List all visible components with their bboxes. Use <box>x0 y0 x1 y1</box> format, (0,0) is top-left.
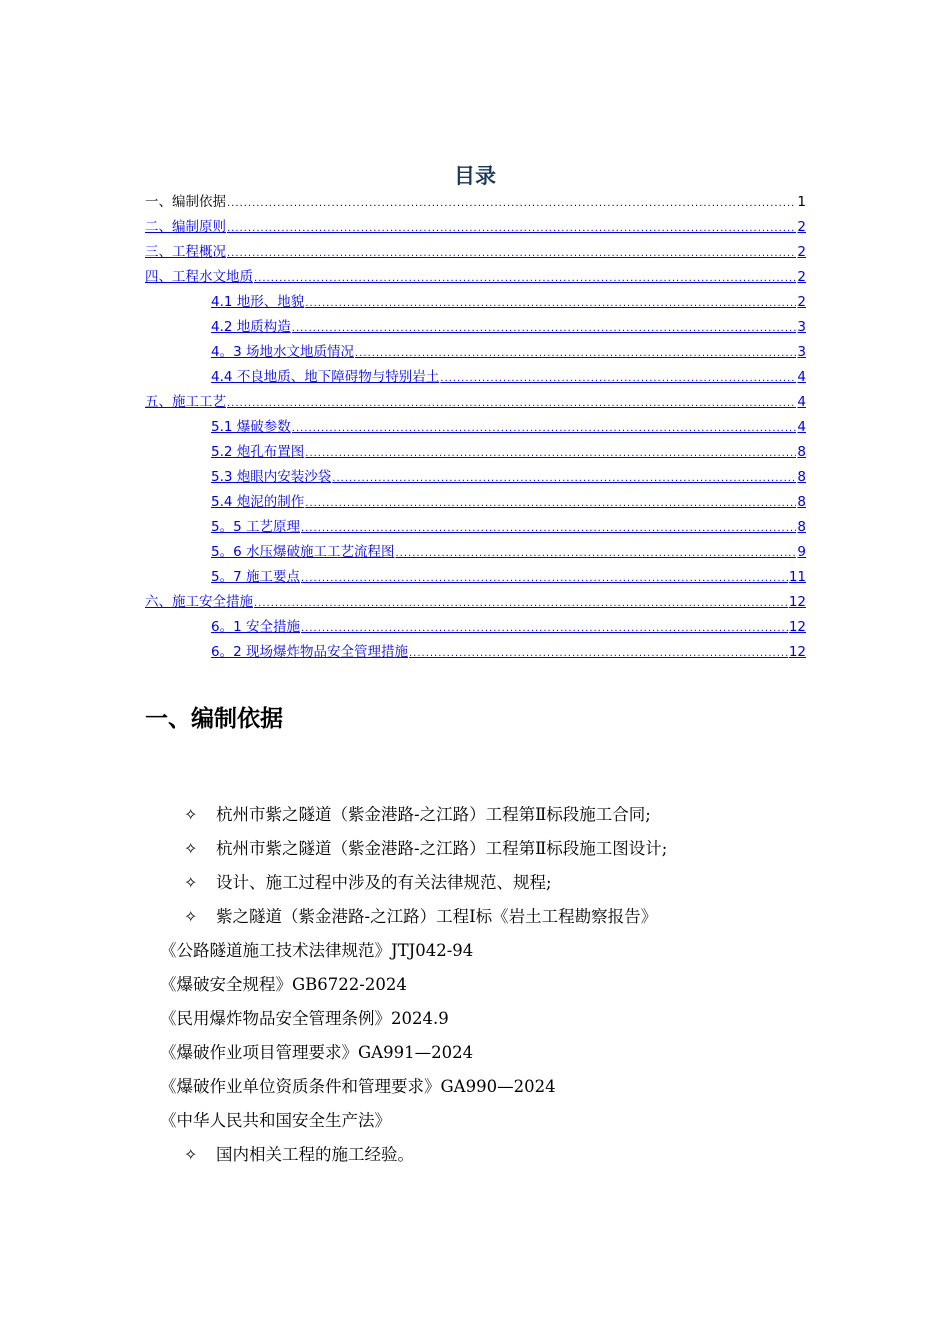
toc-leader-dots <box>395 541 796 566</box>
toc-entry-page: 11 <box>788 569 806 585</box>
toc-entry[interactable] <box>145 565 806 590</box>
toc-entry-page: 4 <box>797 419 806 435</box>
toc-leader-dots <box>355 341 796 366</box>
toc-entry-label: 五、施工工艺 <box>145 394 226 410</box>
toc-entry-page: 4 <box>797 394 806 410</box>
toc-entry[interactable] <box>145 365 806 390</box>
basis-list <box>160 798 860 1172</box>
basis-item <box>160 866 860 900</box>
basis-item-text: 《爆破安全规程》GB6722-2024 <box>160 975 407 994</box>
basis-item-text: 设计、施工过程中涉及的有关法律规范、规程; <box>216 873 552 892</box>
toc-entry[interactable] <box>145 515 806 540</box>
toc-leader-dots <box>227 216 796 241</box>
basis-item-text: 国内相关工程的施工经验。 <box>216 1145 414 1164</box>
toc-entry-page: 1 <box>797 194 806 210</box>
sparkle-bullet-icon: ✧ <box>184 805 198 824</box>
toc-entry[interactable] <box>145 615 806 640</box>
toc-entry[interactable] <box>145 415 806 440</box>
toc-entry-label: 5.1 爆破参数 <box>211 419 291 435</box>
toc-entry-page: 4 <box>797 369 806 385</box>
toc-entry-page: 8 <box>797 444 806 460</box>
toc-entry[interactable] <box>145 465 806 490</box>
toc-entry-label: 6。2 现场爆炸物品安全管理措施 <box>211 644 408 660</box>
toc-entry-label: 6。1 安全措施 <box>211 619 300 635</box>
toc-entry-label: 5.4 炮泥的制作 <box>211 494 305 510</box>
toc-entry[interactable] <box>145 390 806 415</box>
toc-leader-dots <box>301 516 796 541</box>
toc-entry[interactable] <box>145 315 806 340</box>
toc-entry-page: 3 <box>797 344 806 360</box>
toc-leader-dots <box>301 566 788 591</box>
toc-entry-label: 5。5 工艺原理 <box>211 519 300 535</box>
basis-item-text: 紫之隧道（紫金港路-之江路）工程Ⅰ标《岩土工程勘察报告》 <box>216 907 658 926</box>
toc-leader-dots <box>332 466 796 491</box>
table-of-contents <box>145 190 806 665</box>
toc-entry-label: 4.4 不良地质、地下障碍物与特别岩土 <box>211 369 440 385</box>
basis-item <box>160 968 860 1002</box>
basis-item-text: 《中华人民共和国安全生产法》 <box>160 1111 391 1130</box>
toc-entry[interactable] <box>145 215 806 240</box>
toc-leader-dots <box>305 491 796 516</box>
basis-item <box>160 934 860 968</box>
toc-entry[interactable] <box>145 440 806 465</box>
toc-entry-page: 2 <box>797 244 806 260</box>
basis-item <box>160 1036 860 1070</box>
toc-leader-dots <box>254 266 796 291</box>
sparkle-bullet-icon: ✧ <box>184 873 198 892</box>
toc-leader-dots <box>292 416 797 441</box>
toc-leader-dots <box>254 591 788 616</box>
toc-leader-dots <box>409 641 788 666</box>
toc-entry-label: 5.2 炮孔布置图 <box>211 444 305 460</box>
toc-leader-dots <box>227 391 796 416</box>
toc-entry-page: 2 <box>797 294 806 310</box>
toc-entry-page: 8 <box>797 494 806 510</box>
basis-item <box>160 1070 860 1104</box>
toc-leader-dots <box>301 616 788 641</box>
toc-title: 目录 <box>454 164 496 188</box>
toc-entry-page: 8 <box>797 469 806 485</box>
toc-entry-label: 5。7 施工要点 <box>211 569 300 585</box>
toc-leader-dots <box>305 291 796 316</box>
toc-entry-page: 3 <box>797 319 806 335</box>
toc-entry-page: 8 <box>797 519 806 535</box>
toc-entry[interactable] <box>145 490 806 515</box>
toc-entry-label: 三、工程概况 <box>145 244 226 260</box>
toc-leader-dots <box>305 441 796 466</box>
toc-entry-page: 12 <box>788 644 806 660</box>
toc-entry-label: 二、编制原则 <box>145 219 226 235</box>
toc-leader-dots <box>227 191 796 216</box>
toc-entry[interactable] <box>145 590 806 615</box>
basis-item-text: 《民用爆炸物品安全管理条例》2024.9 <box>160 1009 449 1028</box>
basis-item-text: 《爆破作业单位资质条件和管理要求》GA990—2024 <box>160 1077 556 1096</box>
toc-entry-page: 12 <box>788 594 806 610</box>
basis-item <box>160 832 860 866</box>
basis-item <box>160 1138 860 1172</box>
toc-entry[interactable] <box>145 240 806 265</box>
sparkle-bullet-icon: ✧ <box>184 1145 198 1164</box>
toc-entry-label: 四、工程水文地质 <box>145 269 253 285</box>
toc-entry-label: 4。3 场地水文地质情况 <box>211 344 354 360</box>
sparkle-bullet-icon: ✧ <box>184 907 198 926</box>
basis-item <box>160 900 860 934</box>
basis-item <box>160 1002 860 1036</box>
toc-entry[interactable] <box>145 290 806 315</box>
sparkle-bullet-icon: ✧ <box>184 839 198 858</box>
toc-entry[interactable] <box>145 640 806 665</box>
toc-entry[interactable] <box>145 265 806 290</box>
toc-entry <box>145 190 806 215</box>
toc-entry-page: 9 <box>797 544 806 560</box>
toc-entry-label: 5。6 水压爆破施工工艺流程图 <box>211 544 395 560</box>
toc-entry[interactable] <box>145 540 806 565</box>
basis-item-text: 杭州市紫之隧道（紫金港路-之江路）工程第Ⅱ标段施工图设计; <box>216 839 668 858</box>
basis-item <box>160 798 860 832</box>
basis-item-text: 《爆破作业项目管理要求》GA991—2024 <box>160 1043 474 1062</box>
toc-leader-dots <box>440 366 796 391</box>
toc-entry-page: 12 <box>788 619 806 635</box>
toc-leader-dots <box>292 316 797 341</box>
basis-item-text: 《公路隧道施工技术法律规范》JTJ042-94 <box>160 941 474 960</box>
toc-entry-label: 4.2 地质构造 <box>211 319 291 335</box>
toc-entry-label: 六、施工安全措施 <box>145 594 253 610</box>
toc-entry-page: 2 <box>797 219 806 235</box>
toc-entry[interactable] <box>145 340 806 365</box>
toc-entry-label: 一、编制依据 <box>145 194 226 210</box>
basis-item-text: 杭州市紫之隧道（紫金港路-之江路）工程第Ⅱ标段施工合同; <box>216 805 651 824</box>
toc-entry-label: 5.3 炮眼内安装沙袋 <box>211 469 332 485</box>
basis-item <box>160 1104 860 1138</box>
section-heading: 一、编制依据 <box>145 706 283 732</box>
toc-leader-dots <box>227 241 796 266</box>
toc-entry-page: 2 <box>797 269 806 285</box>
toc-entry-label: 4.1 地形、地貌 <box>211 294 305 310</box>
